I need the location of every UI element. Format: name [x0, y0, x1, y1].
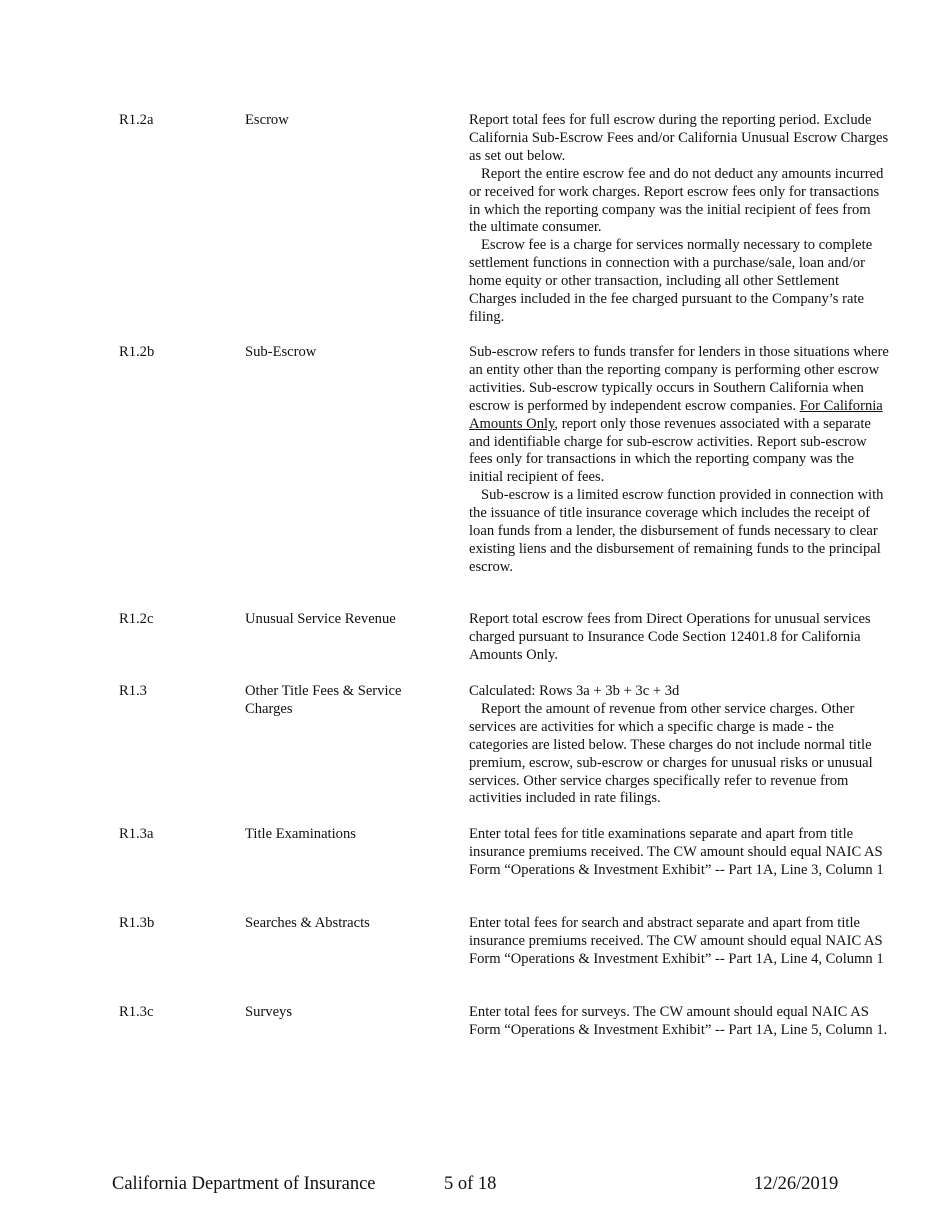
row-description [469, 1004, 889, 1040]
description-text: , report only those revenues associated with a separate and identifiable charge for sub-escrow activities. Report sub-escrow fees only for transactions in which the reporting company was the initial recipient of fees. [469, 415, 871, 486]
description-paragraph: Sub-escrow is a limited escrow function provided in connection with the issuance of title insurance coverage which includes the receipt of loan funds from a lender, the disbursement of funds necessary to clear existing liens and the disbursement of remaining funds to the principal escrow. [469, 487, 884, 575]
row-description [469, 344, 889, 577]
row-code: R1.3b [119, 915, 155, 931]
row-label: Unusual Service Revenue [245, 611, 396, 627]
description-paragraph: Calculated: Rows 3a + 3b + 3c + 3d [469, 683, 680, 699]
row-description [469, 826, 889, 880]
row-description [469, 683, 889, 808]
row-label: Surveys [245, 1004, 293, 1020]
footer-page-number: 5 of 18 [444, 1174, 497, 1194]
footer-organization: California Department of Insurance [112, 1174, 376, 1194]
row-label: Sub-Escrow [245, 344, 317, 360]
description-paragraph: Enter total fees for surveys. The CW amount should equal NAIC AS Form “Operations & Investment Exhibit” -- Part 1A, Line 5, Column 1. [469, 1004, 888, 1038]
description-paragraph: Enter total fees for search and abstract separate and apart from title insurance premiums received. The CW amount should equal NAIC AS Form “Operations & Investment Exhibit” -- Part 1A, Line 4, Column 1 [469, 915, 884, 967]
description-paragraph: Escrow fee is a charge for services normally necessary to complete settlement functions in connection with a purchase/sale, loan and/or home equity or other transaction, including all other Settlement Charges included in the fee charged pursuant to the Company’s rate filing. [469, 237, 873, 325]
row-code: R1.2a [119, 112, 154, 128]
description-paragraph: Report total escrow fees from Direct Operations for unusual services charged pursuant to Insurance Code Section 12401.8 for California Amounts Only. [469, 611, 871, 663]
description-paragraph [469, 344, 889, 487]
description-paragraph: Report total fees for full escrow during the reporting period. Exclude California Sub-Escrow Fees and/or California Unusual Escrow Charges as set out below. [469, 112, 889, 164]
row-code: R1.2b [119, 344, 155, 360]
row-label: Title Examinations [245, 826, 356, 842]
description-paragraph: Report the entire escrow fee and do not deduct any amounts incurred or received for work charges. Report escrow fees only for transactions in which the reporting company was the initial recipient of fees from the ultimate consumer. [469, 165, 884, 236]
footer-date: 12/26/2019 [754, 1174, 839, 1194]
row-label: Other Title Fees & Service Charges [245, 683, 402, 717]
row-description [469, 611, 889, 665]
row-label: Escrow [245, 112, 289, 128]
row-code: R1.3c [119, 1004, 154, 1020]
row-code: R1.2c [119, 611, 154, 627]
row-description [469, 112, 889, 327]
row-label: Searches & Abstracts [245, 915, 370, 931]
row-code: R1.3a [119, 826, 154, 842]
california-amounts-only-underlined: For California Amounts Only [469, 397, 883, 432]
row-description [469, 915, 889, 969]
row-code: R1.3 [119, 683, 147, 699]
description-text: Sub-escrow refers to funds transfer for lenders in those situations where an entity other than the reporting company is performing other escrow activities. Sub-escrow typically occurs in Southern California when escrow is performed by independent escrow companies. [469, 344, 889, 414]
description-paragraph: Report the amount of revenue from other service charges. Other services are activities for which a specific charge is made - the categories are listed below. These charges do not include normal title premium, escrow, sub-escrow or charges for unusual risks or unusual services. Other service charges specifically refer to revenue from activities included in rate filings. [469, 700, 873, 807]
description-paragraph: Enter total fees for title examinations separate and apart from title insurance premiums received. The CW amount should equal NAIC AS Form “Operations & Investment Exhibit” -- Part 1A, Line 3, Column 1 [469, 826, 884, 878]
